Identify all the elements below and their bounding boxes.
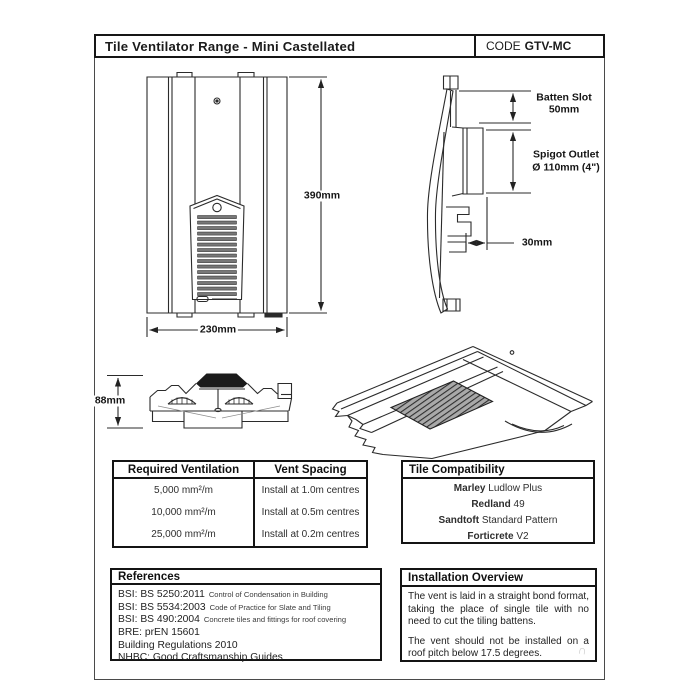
code-label: CODE <box>486 39 521 53</box>
table-cell: 25,000 mm²/m <box>151 529 216 541</box>
table-cell: Install at 0.5m centres <box>261 506 360 518</box>
spacing-values-column <box>255 479 366 546</box>
installation-overview-title: Installation Overview <box>402 570 595 587</box>
product-code-cell <box>474 36 603 56</box>
col-vent-spacing: Vent Spacing <box>274 463 347 476</box>
list-item: Forticrete V2 <box>467 530 529 542</box>
reference-item: NHBC: Good Craftsmanship Guides <box>118 652 283 664</box>
references-title: References <box>112 570 380 585</box>
list-item: Marley Ludlow Plus <box>453 483 543 495</box>
reference-item: BSI: BS 5534:2003 Code of Practice for Slate and Tiling <box>118 601 331 613</box>
offset-dim-label: 30mm <box>521 236 553 249</box>
installation-paragraph: The vent is laid in a straight bond format, taking the place of single tile with no need to cut the tiling battens. <box>408 591 589 628</box>
installation-paragraph: The vent should not be installed on a roof pitch below 17.5 degrees. <box>408 635 589 660</box>
table-cell: 5,000 mm²/m <box>154 484 213 496</box>
reference-item: BSI: BS 5250:2011 Control of Condensation in Building <box>118 588 328 600</box>
spigot-outlet-label: Spigot Outlet <box>533 148 599 161</box>
reference-item: Building Regulations 2010 <box>118 639 238 651</box>
installation-overview-box <box>400 568 597 662</box>
profile-dim-label: 88mm <box>94 394 126 407</box>
ventilation-table <box>112 460 368 548</box>
batten-slot-value: 50mm <box>548 103 580 116</box>
ventilation-values-column <box>114 479 255 546</box>
tile-compatibility-title: Tile Compatibility <box>403 462 593 479</box>
table-cell: 10,000 mm²/m <box>151 506 216 518</box>
page-title: Tile Ventilator Range - Mini Castellated <box>105 38 356 54</box>
ventilation-table-header <box>114 462 366 479</box>
header-bar <box>94 34 605 58</box>
watermark-mark: ∩ <box>577 642 588 658</box>
references-box <box>110 568 382 664</box>
tile-compatibility-box <box>401 460 595 544</box>
col-required-ventilation: Required Ventilation <box>114 462 255 477</box>
table-cell: Install at 1.0m centres <box>261 484 360 496</box>
width-dim-label: 230mm <box>199 323 237 336</box>
list-item: Redland 49 <box>471 499 525 511</box>
spigot-outlet-value: Ø 110mm (4") <box>532 161 600 174</box>
batten-slot-label: Batten Slot <box>536 91 592 104</box>
reference-item: BRE: prEN 15601 <box>118 626 200 638</box>
list-item: Sandtoft Standard Pattern <box>438 514 558 526</box>
reference-item: BSI: BS 490:2004 Concrete tiles and fittings for roof covering <box>118 614 347 626</box>
table-cell: Install at 0.2m centres <box>261 529 360 541</box>
height-dim-label: 390mm <box>303 189 341 202</box>
code-value: GTV-MC <box>524 39 572 53</box>
